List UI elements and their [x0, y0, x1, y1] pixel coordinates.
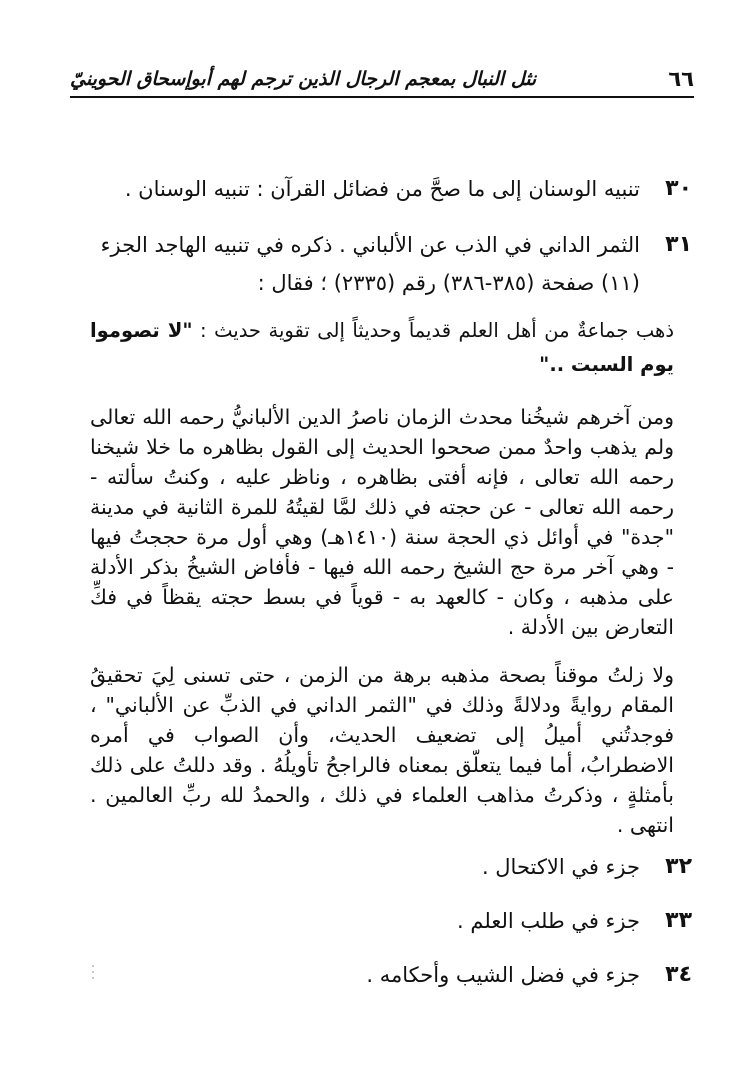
- hadith-text: "لا تصوموا يوم السبت ..": [90, 319, 674, 376]
- entry-31: [74, 226, 692, 302]
- entry-34: [74, 956, 692, 994]
- entry-number: ٣٤: [665, 962, 692, 987]
- entry-number: ٣٢: [665, 854, 692, 879]
- running-title: نثل النبال بمعجم الرجال الذين ترجم لهم أبوإسحاق الحوينيّ: [70, 68, 537, 90]
- quote-intro-paragraph: [90, 314, 674, 382]
- page-header: [70, 62, 694, 98]
- entry-text: جزء في الاكتحال .: [481, 855, 640, 879]
- entry-number: ٣٣: [665, 908, 692, 933]
- page-number: ٦٦: [668, 67, 694, 91]
- entry-text: جزء في طلب العلم .: [457, 909, 640, 933]
- entry-number: ٣٠: [665, 176, 692, 201]
- entry-text: الثمر الداني في الذب عن الألباني . ذكره في تنبيه الهاجد الجزء (١١) صفحة (٣٨٥-٣٨٦) رقم (٢٣٣٥) ؛ فقال :: [100, 233, 640, 295]
- quote-paragraph-1: ومن آخرهم شيخُنا محدث الزمان ناصرُ الدين الألبانيُّ رحمه الله تعالى ولم يذهب واحدٌ ممن صححوا الحديث إلى القول بظاهره ما خلا شيخنا رحمه الله تعالى ، فإنه أفتى بظاهره ، وناظر عليه ، وكنتُ سألته - رحمه الله تعالى - عن حجته في ذلك لمَّا لقيتُهُ للمرة الثانية في مدينة "جدة" في أوائل ذي الحجة سنة (١٤١٠هـ) وهي أول مرة حججتُ فيها - وهي آخر مرة حج الشيخ رحمه الله فيها - فأفاض الشيخُ بذكر الأدلة على مذهبه ، وكان - كالعهد به - قوياً في بسط حجته يقظاً في فكِّ التعارض بين الأدلة .: [90, 405, 674, 639]
- entry-33: [74, 902, 692, 940]
- scan-specks: [92, 965, 94, 981]
- entry-text: جزء في فضل الشيب وأحكامه .: [366, 963, 640, 987]
- entry-text: تنبيه الوسنان إلى ما صحَّ من فضائل القرآن : تنبيه الوسنان .: [124, 177, 640, 201]
- entry-number: ٣١: [665, 232, 692, 257]
- quote-paragraph-2: ولا زلتُ موقناً بصحة مذهبه برهة من الزمن ، حتى تسنى لِيَ تحقيقُ المقام روايةً ودلالةً وذلك في "الثمر الداني في الذبِّ عن الألباني" ، فوجدتُني أميلُ إلى تضعيف الحديث، وأن الصواب في أمره الاضطرابُ، أما فيما يتعلّق بمعناه فالراجحُ تأويلُهُ . وقد دللتُ على ذلك بأمثلةٍ ، وذكرتُ مذاهب العلماء في ذلك ، والحمدُ لله ربِّ العالمين . انتهى .: [90, 663, 674, 837]
- quote-intro-text: ذهب جماعةٌ من أهل العلم قديماً وحديثاً إلى تقوية حديث :: [200, 319, 675, 342]
- entry-30: [74, 170, 692, 208]
- entry-32: [74, 848, 692, 886]
